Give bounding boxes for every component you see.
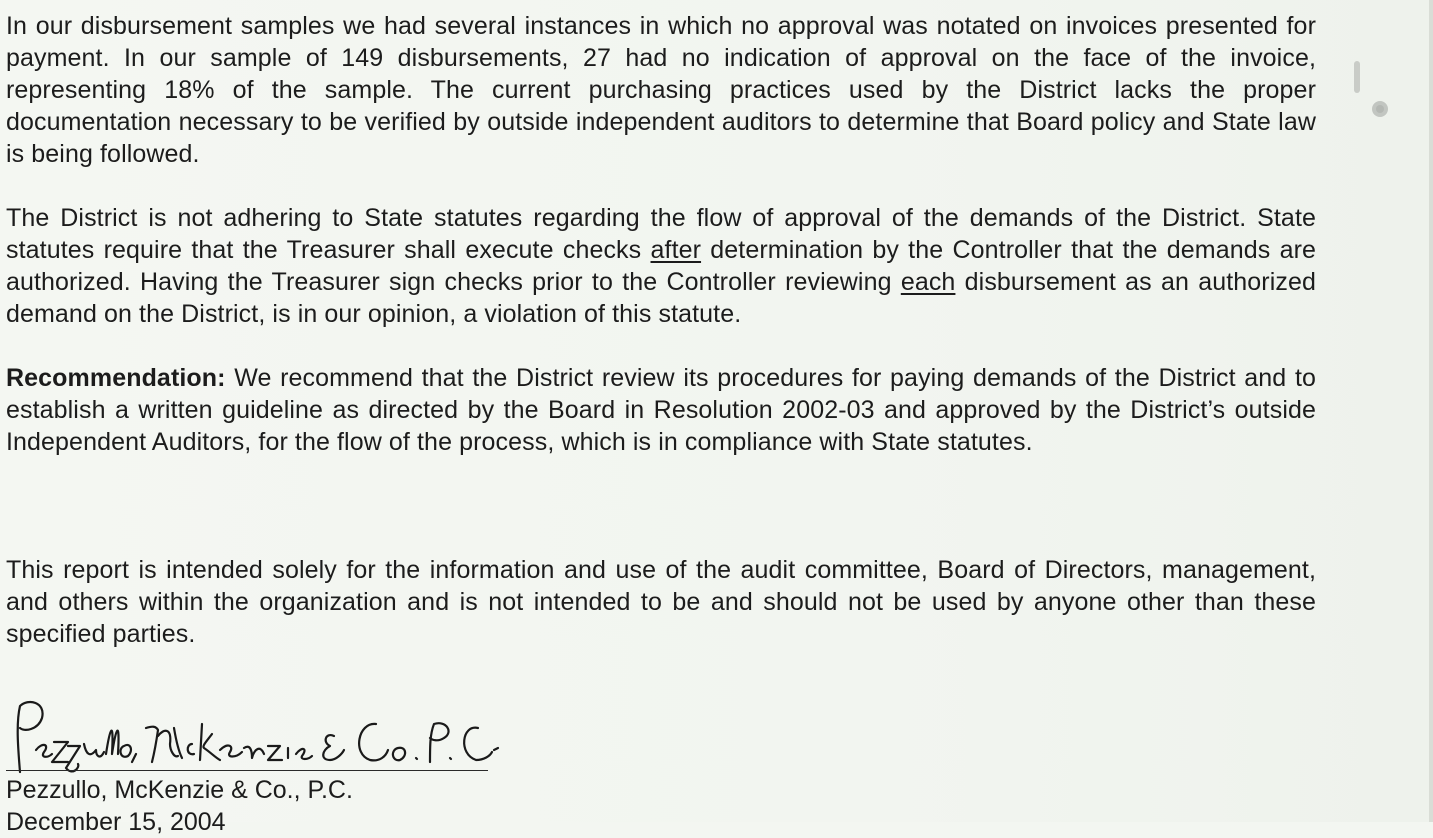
recommendation-label: Recommendation: [6,364,226,392]
paragraph-text-part: determination by the Controller that the demands are authorized. Having the Treasurer sign checks prior to the Controller reviewing [6,236,1316,296]
firm-name: Pezzullo, McKenzie & Co., P.C. [6,776,353,804]
paragraph-text: This report is intended solely for the information and use of the audit committee, Board of Directors, management, and others within the organization and is not intended to be and should not be used by anyone other than these specified parties. [6,556,1316,648]
paragraph-disbursement-samples [6,10,1316,170]
paragraph-text-part: The District is not adhering to State statutes regarding the flow of approval of the demands of the District. State statutes require that the Treasurer shall execute checks [6,204,1316,264]
underlined-word-after: after [650,236,702,264]
recommendation-text: We recommend that the District review its procedures for paying demands of the District and to establish a written guideline as directed by the Board in Resolution 2002-03 and approved by the District’s outside Independent Auditors, for the flow of the process, which is in compliance with State statutes. [6,364,1316,456]
paragraph-text-part: disbursement as an authorized demand on the District, is in our opinion, a violation of this statute. [6,268,1316,328]
handwritten-signature [6,688,506,778]
paragraph-recommendation [6,362,1316,458]
signature-line [6,770,488,771]
report-date: December 15, 2004 [6,808,226,836]
paragraph-intended-use [6,554,1316,650]
page-edge [1429,0,1433,822]
scan-speck-marks [1340,55,1400,135]
paragraph-state-statutes [6,202,1316,330]
underlined-word-each: each [900,268,956,296]
paragraph-text: In our disbursement samples we had several instances in which no approval was notated on invoices presented for payment. In our sample of 149 disbursements, 27 had no indication of approval on the face of the invoice, representing 18% of the sample. The current purchasing practices used by the District lacks the proper documentation necessary to be verified by outside independent auditors to determine that Board policy and State law is being followed. [6,12,1316,168]
